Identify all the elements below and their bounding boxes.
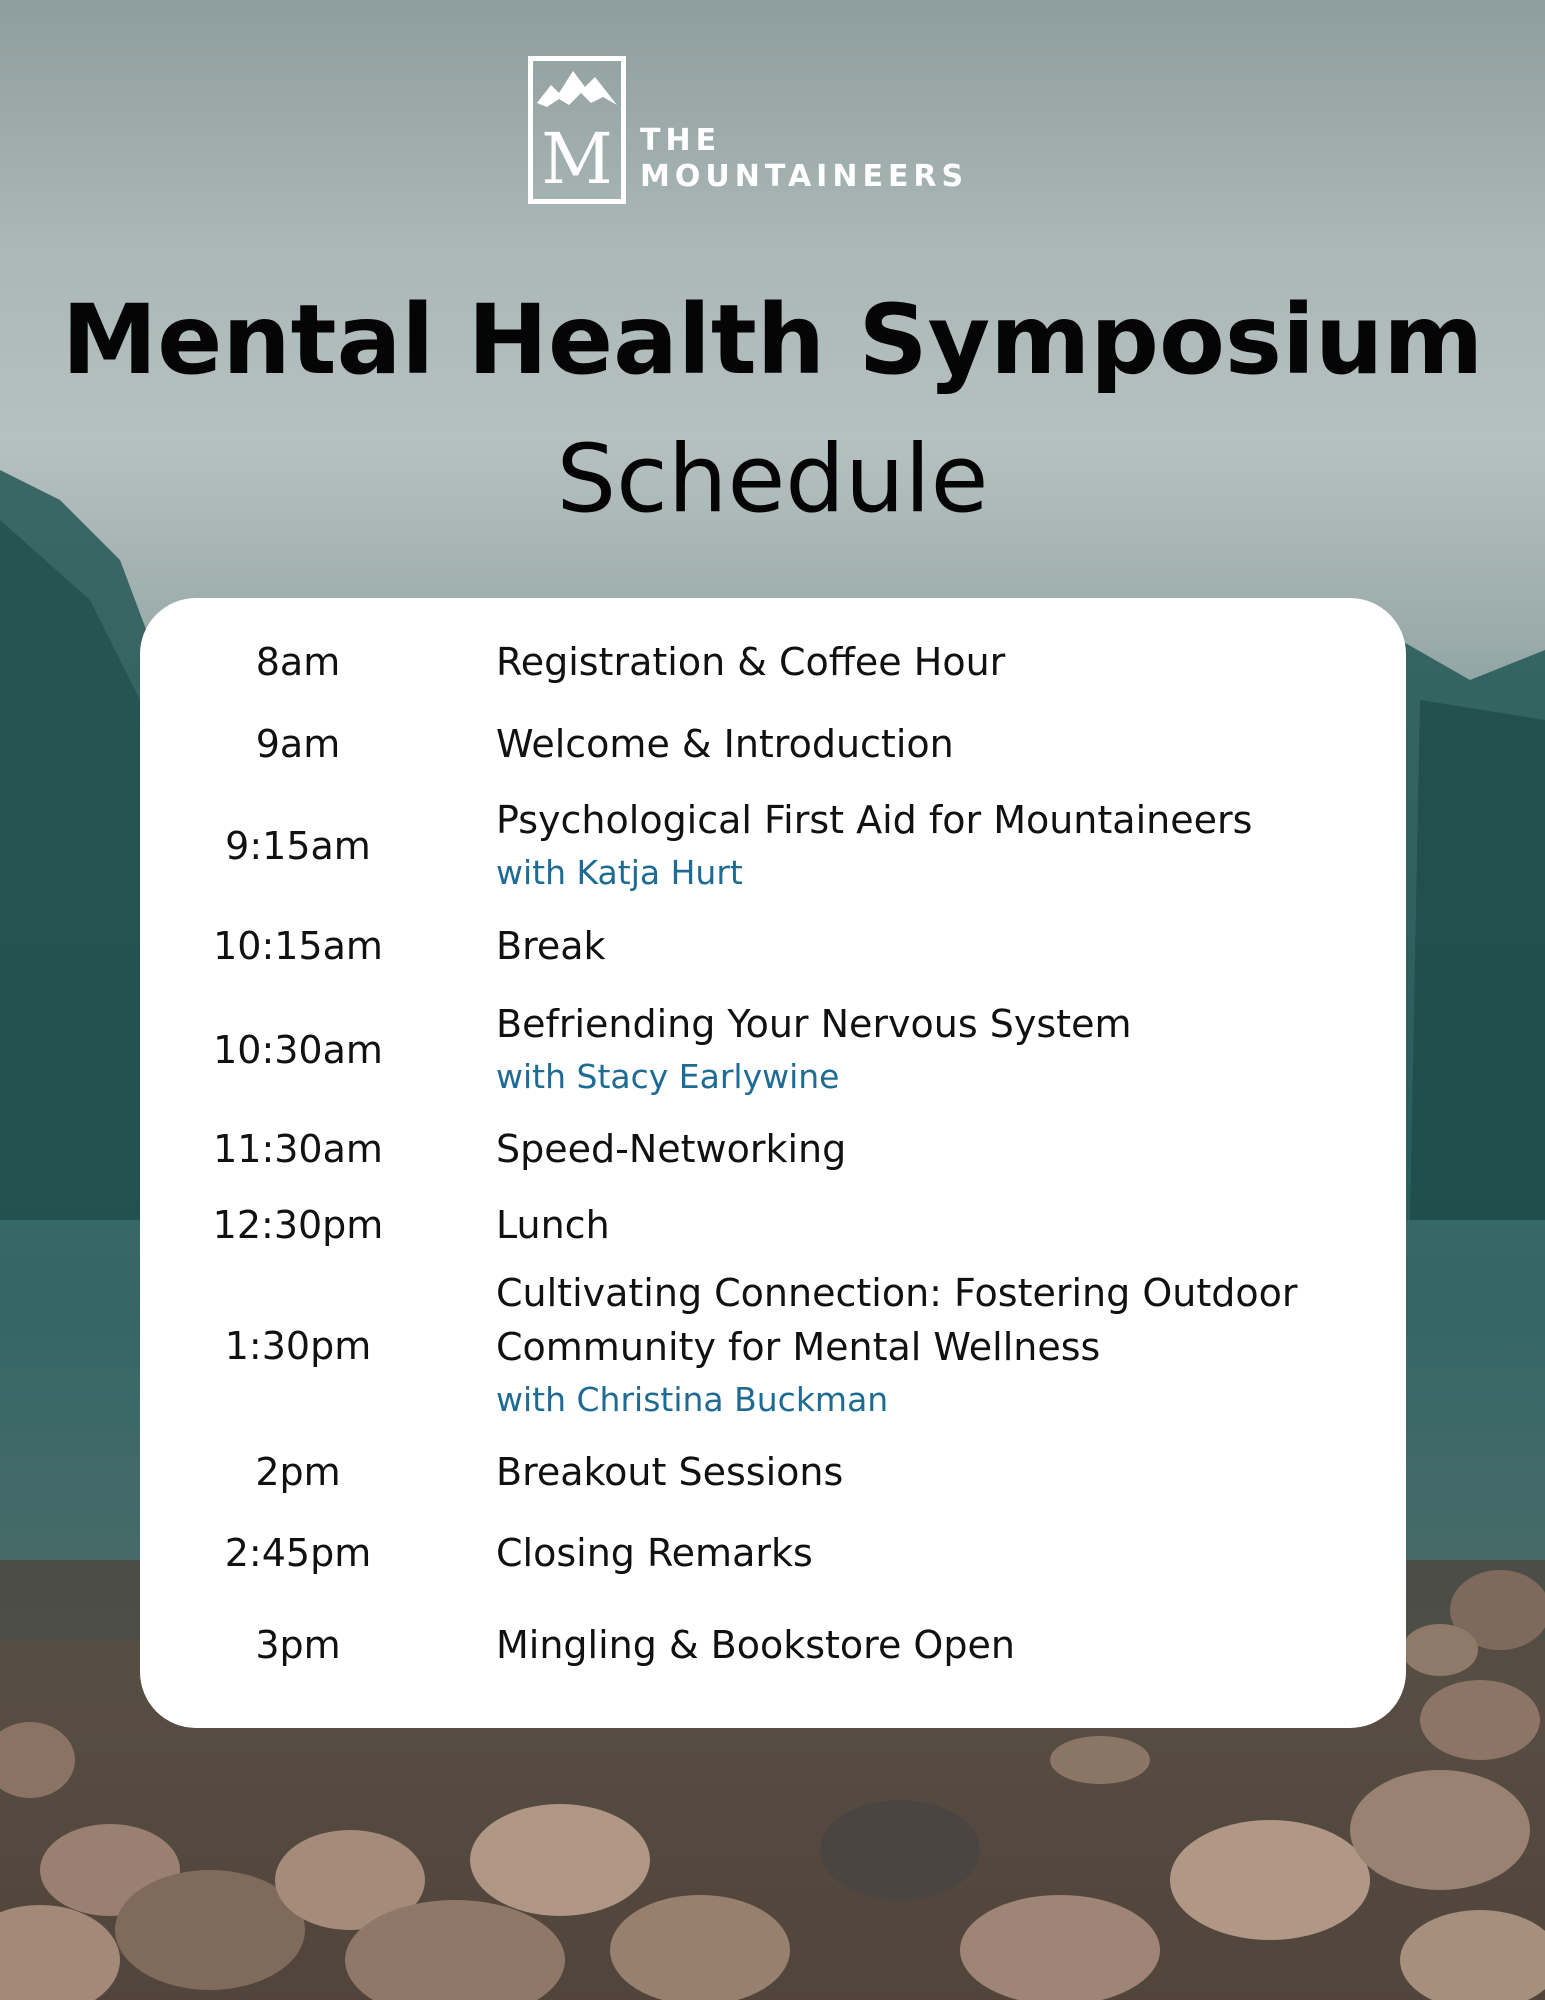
row-event — [496, 793, 1252, 899]
schedule-row — [140, 1618, 1406, 1672]
schedule-row — [140, 635, 1406, 689]
event-title: Speed-Networking — [496, 1127, 847, 1171]
schedule-card — [140, 598, 1406, 1728]
row-event — [496, 1526, 813, 1580]
row-time: 2:45pm — [224, 1531, 372, 1575]
schedule-row — [140, 1266, 1406, 1426]
event-speaker: with Christina Buckman — [496, 1380, 889, 1419]
row-time: 8am — [255, 640, 341, 684]
row-event — [496, 635, 1005, 689]
row-time: 1:30pm — [224, 1324, 372, 1368]
row-time: 10:30am — [213, 1028, 383, 1072]
event-speaker: with Katja Hurt — [496, 853, 743, 892]
title-main: Mental Health Symposium — [61, 284, 1484, 396]
title-sub: Schedule — [556, 425, 989, 534]
row-event — [496, 717, 954, 771]
event-title: Cultivating Connection: Fostering Outdoor — [496, 1271, 1298, 1315]
mountaineers-logo — [528, 56, 968, 204]
row-event — [496, 919, 606, 973]
logo-letter: M — [541, 118, 613, 199]
event-title: Welcome & Introduction — [496, 722, 954, 766]
schedule-row — [140, 1122, 1406, 1176]
row-time: 12:30pm — [212, 1203, 384, 1247]
schedule-row — [140, 717, 1406, 771]
row-event — [496, 1266, 1297, 1426]
schedule-row — [140, 919, 1406, 973]
logo-line-mountaineers: MOUNTAINEERS — [640, 159, 969, 194]
logo-emblem — [528, 56, 626, 204]
event-title: Mingling & Bookstore Open — [496, 1623, 1015, 1667]
logo-wordmark — [640, 123, 968, 195]
event-title: Lunch — [496, 1203, 610, 1247]
event-title: Closing Remarks — [496, 1531, 813, 1575]
event-title: Befriending Your Nervous System — [496, 1002, 1132, 1046]
logo-line-the: THE — [640, 123, 722, 158]
row-event — [496, 1122, 846, 1176]
row-time: 10:15am — [213, 924, 383, 968]
event-title: Breakout Sessions — [496, 1450, 844, 1494]
row-event — [496, 1445, 843, 1499]
row-event — [496, 1198, 610, 1252]
event-title-line2: Community for Mental Wellness — [496, 1325, 1101, 1369]
event-title: Registration & Coffee Hour — [496, 640, 1006, 684]
schedule-row — [140, 793, 1406, 899]
event-title: Psychological First Aid for Mountaineers — [496, 798, 1253, 842]
schedule-row — [140, 1198, 1406, 1252]
event-title: Break — [496, 924, 606, 968]
page-title — [0, 270, 1545, 550]
row-time: 2pm — [255, 1450, 341, 1494]
row-time: 11:30am — [213, 1127, 383, 1171]
row-time: 9:15am — [225, 824, 371, 868]
row-time: 9am — [255, 722, 341, 766]
schedule-row — [140, 997, 1406, 1103]
row-event — [496, 997, 1131, 1103]
row-event — [496, 1618, 1015, 1672]
mountain-peaks-icon — [533, 61, 621, 199]
schedule-row — [140, 1526, 1406, 1580]
row-time: 3pm — [255, 1623, 341, 1667]
schedule-row — [140, 1445, 1406, 1499]
event-speaker: with Stacy Earlywine — [496, 1057, 840, 1096]
